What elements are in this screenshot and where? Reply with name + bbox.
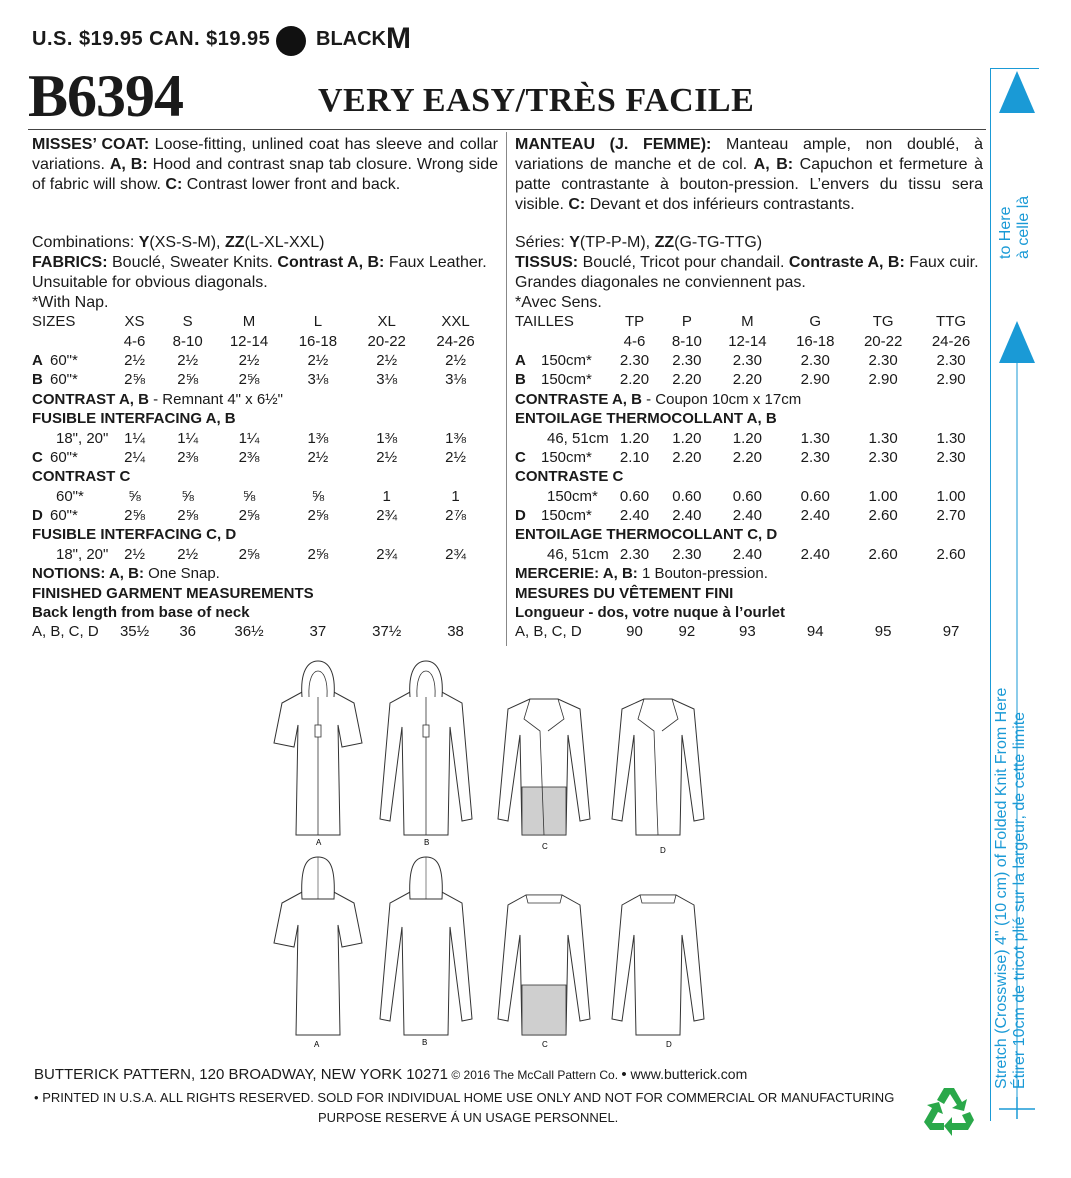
yardage-value: 0.60 — [672, 487, 702, 505]
en-combos-pre: Combinations: — [32, 234, 139, 251]
yardage-value: 2⅜ — [238, 448, 260, 466]
size-letter: M — [386, 22, 411, 55]
size-header: XXL — [441, 313, 470, 331]
view-b-front-drawing — [380, 661, 472, 835]
header-divider — [28, 129, 986, 130]
row-label: D — [32, 507, 43, 525]
size-number: 24-26 — [436, 332, 475, 350]
fr-backlen-label: Longueur - dos, votre nuque à l’ourlet — [515, 604, 786, 622]
technical-drawings — [270, 655, 730, 1055]
table-row — [515, 487, 985, 506]
yardage-value: 2½ — [307, 351, 329, 369]
fr-notions-row — [515, 564, 985, 583]
en-desc-ab-text: Hood and contrast snap tab closure. Wrong side of fabric will show. — [32, 156, 499, 193]
gauge-bottom-fr: Étirer 10cm de tricot plié sur la largeur, de cette limite — [1011, 711, 1028, 1089]
fr-nap-note: *Avec Sens. — [515, 294, 602, 311]
gauge-top-fr: à celle là — [1015, 195, 1032, 259]
table-row — [515, 506, 985, 525]
yardage-value: ⅝ — [128, 487, 141, 505]
yardage-value: 2.60 — [868, 545, 898, 563]
fr-fabrics — [515, 253, 985, 273]
yardage-value: 2.30 — [800, 351, 830, 369]
size-header: P — [681, 313, 692, 331]
price-label: U.S. $19.95 CAN. $19.95 — [32, 28, 271, 50]
fr-contrast-text: Faux cuir. — [904, 254, 979, 271]
fr-fabrics-label: TISSUS: — [515, 254, 579, 271]
table-row — [515, 448, 985, 467]
size-number: 8-10 — [172, 332, 203, 350]
yardage-value: 2.40 — [672, 507, 702, 525]
yardage-value: 2.30 — [936, 351, 966, 369]
footer-rights-line — [34, 1090, 894, 1105]
fr-combos-y: Y — [569, 234, 580, 251]
en-finished-row — [32, 583, 490, 602]
yardage-value: 94 — [806, 623, 824, 641]
fr-combos-pre: Séries: — [515, 234, 570, 251]
fr-fusible-cd-row — [515, 525, 985, 544]
copyright: © 2016 The McCall Pattern Co. — [448, 1068, 622, 1082]
yardage-value: 2⅝ — [124, 371, 145, 389]
fabric-width: 60"* — [50, 371, 78, 389]
yardage-value: 1⅜ — [376, 429, 398, 447]
yardage-value: 2.20 — [732, 448, 762, 466]
yardage-value: 95 — [874, 623, 892, 641]
en-sizes-label: SIZES — [32, 313, 76, 331]
size-number: 12-14 — [229, 332, 269, 350]
stretch-gauge — [990, 68, 1039, 1121]
yardage-value: 2.20 — [672, 448, 702, 466]
size-header: S — [182, 313, 193, 331]
en-size-nums-row — [32, 331, 490, 350]
yardage-value: 1¼ — [177, 429, 199, 447]
row-label: C — [32, 448, 43, 466]
table-row — [32, 545, 490, 564]
yardage-value: 2½ — [376, 448, 398, 466]
row-label — [515, 428, 541, 447]
size-header: XL — [377, 313, 396, 331]
table-row — [32, 351, 490, 370]
en-fusible-ab-label: FUSIBLE INTERFACING A, B — [32, 410, 236, 428]
yardage-value: 2.90 — [936, 371, 966, 389]
view-label-front-d: D — [660, 846, 666, 855]
yardage-value: 2¾ — [445, 545, 466, 563]
table-row — [515, 370, 985, 389]
fr-desc-c-text: Devant et dos inférieurs contrastants. — [585, 196, 855, 213]
view-label-front-c: C — [542, 842, 548, 851]
fr-contrast-ab-row — [515, 390, 985, 409]
yardage-value: 2.10 — [619, 448, 650, 466]
gauge-top-en: to Here — [997, 206, 1014, 259]
en-notions-text: One Snap. — [143, 565, 220, 583]
yardage-value: 35½ — [119, 623, 150, 641]
view-label-back-b: B — [422, 1038, 428, 1047]
fr-finished-label: MESURES DU VÊTEMENT FINI — [515, 584, 734, 602]
yardage-value: 2½ — [376, 351, 398, 369]
view-label-back-a: A — [314, 1040, 320, 1049]
en-contrast-c-label: CONTRAST C — [32, 468, 131, 486]
yardage-value: 1.20 — [672, 429, 702, 447]
en-desc-c: C: — [165, 176, 183, 193]
yardage-value: 0.60 — [619, 487, 650, 505]
size-header: TP — [624, 313, 645, 331]
color-label: BLACK — [316, 28, 386, 50]
en-contrast-ab-label: CONTRAST A, B — [32, 390, 149, 408]
en-fabrics-label: FABRICS: — [32, 254, 108, 271]
row-label: D — [515, 507, 526, 525]
yardage-value: 2.30 — [672, 351, 702, 369]
fabric-width: 150cm* — [541, 507, 592, 525]
table-row — [32, 428, 490, 447]
yardage-value: 2⅝ — [238, 371, 260, 389]
row-label — [515, 487, 541, 506]
en-contrast-text: Faux Leather. — [384, 254, 487, 271]
yardage-value: 3⅛ — [445, 371, 466, 389]
fr-fabrics-text: Bouclé, Tricot pour chandail. — [578, 254, 789, 271]
yardage-value: 3⅛ — [307, 371, 329, 389]
en-desc-ab: A, B: — [109, 156, 148, 173]
fr-fabric-info — [515, 233, 985, 313]
bullet: • — [34, 1090, 39, 1105]
yardage-value: 1.30 — [936, 429, 966, 447]
yardage-value: 2.30 — [936, 448, 966, 466]
view-b-back-drawing — [380, 857, 472, 1035]
row-label: A — [515, 351, 526, 369]
yardage-value: ⅝ — [311, 487, 325, 505]
arrow-up-icon — [999, 71, 1035, 113]
pattern-number: B6394 — [28, 63, 184, 129]
gauge-bottom-en: Stretch (Crosswise) 4" (10 cm) of Folded Knit From Here — [993, 687, 1010, 1089]
yardage-value: 3⅛ — [376, 371, 398, 389]
yardage-value: 1.20 — [619, 429, 650, 447]
view-d-back-drawing — [612, 895, 704, 1035]
en-notions-label: NOTIONS: A, B: — [32, 565, 144, 583]
footer-company-line — [34, 1066, 747, 1083]
yardage-value: 2½ — [238, 351, 260, 369]
en-unsuitable: Unsuitable for obvious diagonals. — [32, 274, 268, 291]
table-row — [515, 428, 985, 447]
view-d-front-drawing — [612, 699, 704, 835]
en-yardage-table — [32, 312, 490, 642]
en-desc-c-text: Contrast lower front and back. — [182, 176, 401, 193]
table-row — [32, 487, 490, 506]
yardage-value: 2½ — [307, 448, 329, 466]
yardage-value: 1.20 — [732, 429, 762, 447]
fabric-width: 150cm* — [541, 448, 592, 466]
size-number: 16-18 — [298, 332, 338, 350]
row-label: A — [32, 351, 43, 369]
fabric-width: 18", 20" — [56, 545, 109, 563]
yardage-value: 37 — [309, 623, 327, 641]
yardage-value: 0.60 — [732, 487, 762, 505]
fr-desc-ab-text: Capuchon et fermeture à patte contrastante à bouton-pression. L’envers du tissu sera visible. — [515, 156, 984, 213]
fr-combos-y-sizes: (TP-P-M), — [579, 234, 655, 251]
difficulty-label: VERY EASY/TRÈS FACILE — [318, 82, 755, 119]
size-header: M — [741, 313, 754, 331]
yardage-value: 2.90 — [800, 371, 830, 389]
rights-text: PRINTED IN U.S.A. ALL RIGHTS RESERVED. SOLD FOR INDIVIDUAL HOME USE ONLY AND NOT FOR COMMERCIAL OR MANUFACTURING — [42, 1090, 895, 1105]
fabric-width: 60"* — [56, 487, 84, 505]
en-fusible-cd-label: FUSIBLE INTERFACING C, D — [32, 526, 237, 544]
view-label-front-a: A — [316, 838, 322, 847]
en-fusible-ab-row — [32, 409, 490, 428]
fr-sizes-row — [515, 312, 985, 331]
row-label: B — [515, 371, 526, 389]
en-combos-zz-sizes: (L-XL-XXL) — [244, 234, 325, 251]
yardage-value: 1¼ — [238, 429, 260, 447]
fabric-width: 18", 20" — [56, 429, 109, 447]
size-number: 8-10 — [671, 332, 702, 350]
yardage-value: 2⅝ — [238, 507, 260, 525]
table-row — [515, 622, 985, 641]
fabric-width: 46, 51cm — [547, 545, 609, 563]
table-row — [32, 448, 490, 467]
bullet: • — [621, 1066, 627, 1083]
en-backlen-label: Back length from base of neck — [32, 604, 250, 622]
technical-drawings-svg — [270, 655, 730, 1055]
table-row — [32, 370, 490, 389]
view-c-front-drawing — [498, 699, 590, 835]
yardage-value: 97 — [942, 623, 960, 641]
en-fabric-info — [32, 233, 502, 313]
size-number: 4-6 — [623, 332, 646, 350]
fr-notions-text: 1 Bouton-pression. — [637, 565, 768, 583]
en-contrast-ab-row — [32, 390, 490, 409]
table-row — [515, 351, 985, 370]
yardage-value: 1.00 — [936, 487, 966, 505]
yardage-value: 2½ — [124, 545, 145, 563]
fr-notions-label: MERCERIE: A, B: — [515, 565, 638, 583]
yardage-value: 2.60 — [936, 545, 966, 563]
en-fabrics-text: Bouclé, Sweater Knits. — [107, 254, 278, 271]
fabric-width: 60"* — [50, 351, 78, 369]
yardage-value: 2.30 — [732, 351, 762, 369]
fr-size-nums-row — [515, 331, 985, 350]
table-row — [515, 545, 985, 564]
yardage-value: 90 — [626, 623, 643, 641]
row-label — [32, 487, 50, 506]
en-backlen-row — [32, 603, 490, 622]
fabric-width: 60"* — [50, 507, 78, 525]
yardage-value: 2½ — [177, 351, 199, 369]
fr-description — [515, 135, 983, 215]
view-c-back-drawing — [498, 895, 590, 1035]
fr-fusible-ab-label: ENTOILAGE THERMOCOLLANT A, B — [515, 410, 777, 428]
fabric-width: 150cm* — [541, 371, 592, 389]
view-a-front-drawing — [274, 661, 362, 835]
row-label — [32, 545, 50, 564]
fr-backlen-row — [515, 603, 985, 622]
recycle-icon — [922, 1084, 976, 1136]
en-sizes-row — [32, 312, 490, 331]
size-header: TG — [872, 313, 894, 331]
fr-contrast-ab-text: - Coupon 10cm x 17cm — [641, 390, 802, 408]
yardage-value: 2¾ — [376, 545, 398, 563]
yardage-value: 2.70 — [936, 507, 966, 525]
color-swatch-icon — [276, 26, 306, 56]
en-notions-row — [32, 564, 490, 583]
yardage-value: 92 — [678, 623, 696, 641]
fr-fusible-cd-label: ENTOILAGE THERMOCOLLANT C, D — [515, 526, 778, 544]
fabric-width: 60"* — [50, 448, 78, 466]
yardage-value: 0.60 — [800, 487, 830, 505]
fr-unsuitable: Grandes diagonales ne conviennent pas. — [515, 274, 806, 291]
yardage-value: 2.90 — [868, 371, 898, 389]
fr-desc-text: Manteau ample, non doublé, à variations de manche et de col. — [515, 136, 983, 173]
yardage-value: 1⅜ — [307, 429, 329, 447]
yardage-value: 2⅝ — [238, 545, 260, 563]
yardage-value: 2.30 — [619, 545, 650, 563]
yardage-value: 2.30 — [868, 351, 898, 369]
yardage-value: 2⅝ — [177, 507, 199, 525]
yardage-value: 2⅝ — [124, 507, 145, 525]
yardage-value: 2.30 — [868, 448, 898, 466]
yardage-value: 2.30 — [800, 448, 830, 466]
row-label: A, B, C, D — [32, 623, 99, 641]
column-divider — [506, 132, 507, 646]
yardage-value: 1 — [382, 487, 391, 505]
fr-contrast-ab-label: CONTRASTE A, B — [515, 390, 642, 408]
yardage-value: 2.40 — [800, 507, 830, 525]
fabric-width: 150cm* — [541, 351, 592, 369]
en-contrast-ab-text: - Remnant 4" x 6½" — [148, 390, 283, 408]
view-label-front-b: B — [424, 838, 430, 847]
en-desc-text: Loose-fitting, unlined coat has sleeve and collar variations. — [32, 136, 498, 173]
yardage-value: 1 — [451, 487, 460, 505]
yardage-value: 1⅜ — [445, 429, 466, 447]
yardage-value: 1.00 — [868, 487, 898, 505]
en-contrast-label: Contrast A, B: — [277, 254, 385, 271]
size-number: 20-22 — [863, 332, 903, 350]
row-label — [515, 545, 541, 564]
size-header: L — [313, 313, 323, 331]
yardage-value: 1¼ — [124, 429, 145, 447]
yardage-value: 38 — [447, 623, 464, 641]
fr-contrast-c-row — [515, 467, 985, 486]
yardage-value: 2⅝ — [177, 371, 199, 389]
yardage-value: 2.20 — [672, 371, 702, 389]
yardage-value: 2.60 — [868, 507, 898, 525]
arrow-up-icon — [999, 321, 1035, 363]
en-nap-note: *With Nap. — [32, 294, 109, 311]
view-label-back-c: C — [542, 1040, 548, 1049]
en-fusible-cd-row — [32, 525, 490, 544]
fr-combos-zz: ZZ — [654, 234, 675, 251]
yardage-value: 2.40 — [732, 507, 762, 525]
footer-rights-line-2: PURPOSE RESERVE Á UN USAGE PERSONNEL. — [318, 1110, 619, 1125]
yardage-value: 2½ — [445, 448, 466, 466]
yardage-value: ⅝ — [242, 487, 256, 505]
size-number: 12-14 — [728, 332, 767, 350]
yardage-value: 37½ — [372, 623, 402, 641]
en-finished-label: FINISHED GARMENT MEASUREMENTS — [32, 584, 314, 602]
en-combinations — [32, 233, 502, 253]
fr-contrast-label: Contraste A, B: — [788, 254, 905, 271]
yardage-value: 1.30 — [868, 429, 898, 447]
en-fabrics — [32, 253, 502, 273]
en-contrast-c-row — [32, 467, 490, 486]
row-label: A, B, C, D — [515, 623, 582, 641]
yardage-value: 2⅜ — [177, 448, 199, 466]
en-desc-title: MISSES’ COAT: — [32, 136, 150, 153]
yardage-value: 2.40 — [619, 507, 650, 525]
yardage-value: 2.40 — [800, 545, 830, 563]
table-row — [32, 506, 490, 525]
yardage-value: 1.30 — [800, 429, 830, 447]
yardage-value: ⅝ — [181, 487, 194, 505]
row-label — [32, 428, 50, 447]
yardage-value: 2.40 — [732, 545, 762, 563]
fr-fusible-ab-row — [515, 409, 985, 428]
size-number: 24-26 — [931, 332, 971, 350]
en-description — [32, 135, 498, 195]
yardage-value: 93 — [739, 623, 756, 641]
fabric-width: 46, 51cm — [547, 429, 609, 447]
view-label-back-d: D — [666, 1040, 672, 1049]
en-combos-y-sizes: (XS-S-M), — [149, 234, 225, 251]
view-a-back-drawing — [274, 857, 362, 1035]
yardage-value: 2⅝ — [307, 545, 329, 563]
yardage-value: 2¾ — [376, 507, 398, 525]
yardage-value: 2¼ — [124, 448, 145, 466]
fr-desc-c: C: — [568, 196, 586, 213]
yardage-value: 2½ — [177, 545, 199, 563]
fr-yardage-table — [515, 312, 985, 642]
size-number: 20-22 — [367, 332, 406, 350]
company-address: BUTTERICK PATTERN, 120 BROADWAY, NEW YORK 10271 — [34, 1066, 449, 1083]
en-combos-zz: ZZ — [224, 234, 245, 251]
yardage-value: 36½ — [234, 623, 264, 641]
website-link: www.butterick.com — [626, 1066, 748, 1082]
fr-combos-zz-sizes: (G-TG-TTG) — [674, 234, 763, 251]
yardage-value: 2⅞ — [445, 507, 466, 525]
size-header: G — [809, 313, 822, 331]
fr-contrast-c-label: CONTRASTE C — [515, 468, 624, 486]
fr-finished-row — [515, 583, 985, 602]
yardage-value: 2.30 — [619, 351, 650, 369]
row-label: B — [32, 371, 43, 389]
en-combos-y: Y — [138, 234, 150, 251]
fabric-width: 150cm* — [547, 487, 598, 505]
fr-combinations — [515, 233, 985, 253]
yardage-value: 2⅝ — [307, 507, 329, 525]
size-header: M — [242, 313, 256, 331]
fr-sizes-label: TAILLES — [515, 313, 574, 331]
yardage-value: 36 — [179, 623, 197, 641]
yardage-value: 2½ — [445, 351, 466, 369]
yardage-value: 2.20 — [732, 371, 762, 389]
size-header: TTG — [936, 313, 967, 331]
row-label: C — [515, 448, 526, 466]
size-number: 4-6 — [123, 332, 146, 350]
yardage-value: 2.20 — [619, 371, 650, 389]
size-number: 16-18 — [796, 332, 835, 350]
yardage-value: 2.30 — [672, 545, 702, 563]
size-header: XS — [124, 313, 145, 331]
table-row — [32, 622, 490, 641]
fr-desc-title: MANTEAU (J. FEMME): — [515, 136, 712, 153]
yardage-value: 2½ — [124, 351, 145, 369]
fr-desc-ab: A, B: — [753, 156, 794, 173]
